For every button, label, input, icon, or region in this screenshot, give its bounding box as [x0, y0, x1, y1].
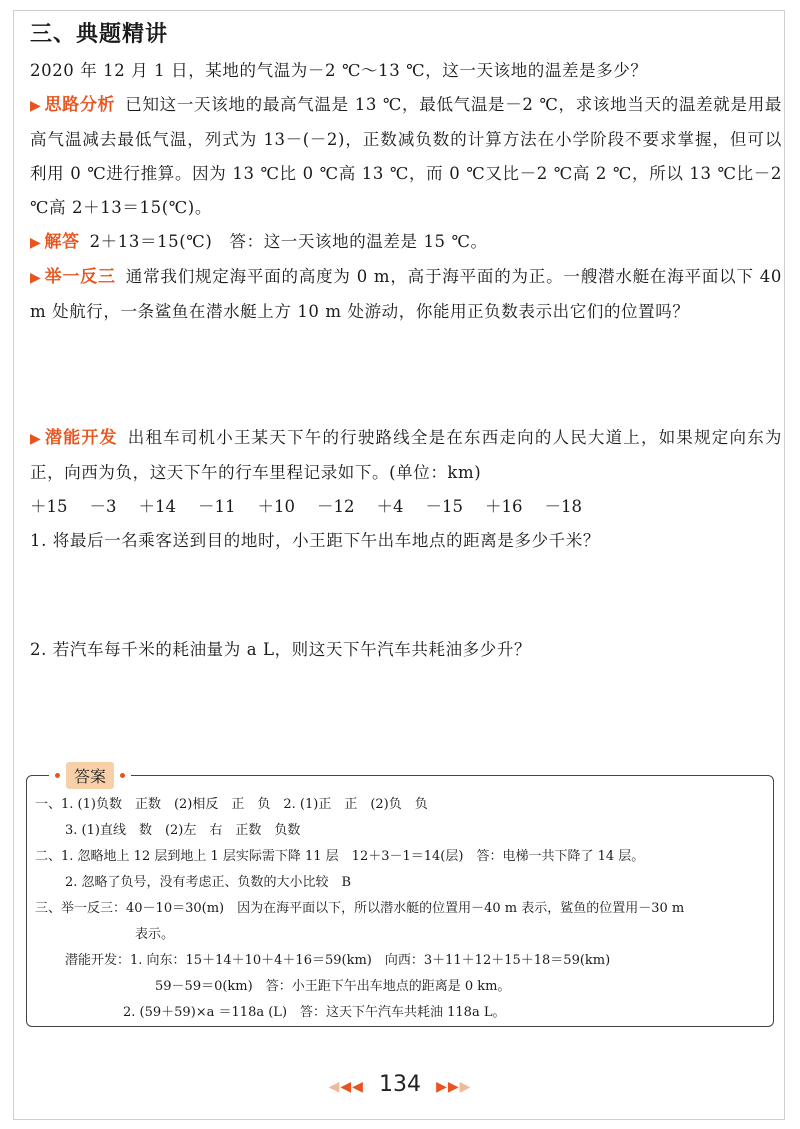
- section-title: 三、典题精讲: [30, 22, 169, 47]
- practice-tag: 举一反三: [44, 267, 116, 287]
- answer-line: 2. 忽略了负号，没有考虑正、负数的大小比较 B: [65, 875, 352, 890]
- question-1: 1. 将最后一名乘客送到目的地时，小王距下午出车地点的距离是多少千米？: [30, 531, 600, 550]
- potential-block: [30, 421, 782, 490]
- answer-line: 二、1. 忽略地上 12 层到地上 1 层实际需下降 11 层 12＋3－1＝14(层) 答：电梯一共下降了 14 层。: [35, 849, 645, 864]
- answer-line: 潜能开发：1. 向东：15＋14＋10＋4＋16＝59(km) 向西：3＋11＋12＋15＋18＝59(km): [65, 953, 611, 968]
- dot-icon: [55, 773, 60, 778]
- answer-line: 3. (1)直线 数 (2)左 右 正数 负数: [65, 823, 301, 838]
- mileage-sequence: [30, 490, 782, 524]
- answer-header: [49, 762, 131, 789]
- left-arrows-icon: ◀◀◀: [328, 1079, 364, 1095]
- mileage-value: －15: [425, 497, 463, 516]
- mileage-value: ＋15: [30, 497, 68, 516]
- answer-line: 表示。: [135, 927, 175, 942]
- answer-line: 59－59＝0(km) 答：小王距下午出车地点的距离是 0 km。: [155, 979, 511, 994]
- answer-space: [30, 329, 782, 421]
- triangle-marker-icon: ▶: [30, 98, 42, 114]
- solution-text: 2＋13＝15(℃) 答：这一天该地的温差是 15 ℃。: [89, 232, 488, 251]
- practice-text: 通常我们规定海平面的高度为 0 m，高于海平面的为正。一艘潜水艇在海平面以下 40 m 处航行，一条鲨鱼在潜水艇上方 10 m 处游动，你能用正负数表示出它们的位置吗？: [30, 267, 782, 321]
- mileage-value: ＋14: [138, 497, 176, 516]
- mileage-value: ＋10: [257, 497, 295, 516]
- answer-lines: [35, 792, 765, 1026]
- mileage-value: －11: [198, 497, 236, 516]
- page-number: 134: [379, 1072, 421, 1097]
- mileage-value: －3: [89, 497, 117, 516]
- mileage-value: －18: [544, 497, 582, 516]
- analysis-text: 已知这一天该地的最高气温是 13 ℃，最低气温是－2 ℃，求该地当天的温差就是用最高气温减去最低气温，列式为 13－(－2)，正数减负数的计算方法在小学阶段不要求掌握，但可以利用 0 ℃进行推算。因为 13 ℃比 0 ℃高 13 ℃，而 0 ℃又比－2 ℃高 2 ℃，所以 13 ℃比－2 ℃高 2＋13＝15(℃)。: [30, 95, 782, 217]
- page-footer: [0, 1072, 800, 1097]
- main-content: [30, 18, 782, 667]
- answer-line: 三、举一反三：40－10＝30(m) 因为在海平面以下，所以潜水艇的位置用－40 m 表示，鲨鱼的位置用－30 m: [35, 901, 685, 916]
- right-arrows-icon: ▶▶▶: [436, 1079, 472, 1095]
- answer-line: 一、1. (1)负数 正数 (2)相反 正 负 2. (1)正 正 (2)负 负: [35, 797, 428, 812]
- answer-label: 答案: [66, 762, 114, 789]
- potential-text: 出租车司机小王某天下午的行驶路线全是在东西走向的人民大道上，如果规定向东为正，向西为负，这天下午的行车里程记录如下。(单位：km): [30, 428, 782, 482]
- solution-block: [30, 225, 782, 260]
- answer-box: [26, 767, 774, 1027]
- dot-icon: [120, 773, 125, 778]
- answer-line: 2. (59＋59)×a ＝118a (L) 答：这天下午汽车共耗油 118a L。: [123, 1005, 506, 1020]
- analysis-block: [30, 88, 782, 225]
- solution-tag: 解答: [44, 232, 80, 252]
- mileage-value: ＋16: [485, 497, 523, 516]
- question-2: 2. 若汽车每千米的耗油量为 a L，则这天下午汽车共耗油多少升？: [30, 640, 532, 659]
- mileage-value: ＋4: [376, 497, 404, 516]
- problem-text: 2020 年 12 月 1 日，某地的气温为－2 ℃～13 ℃，这一天该地的温差是多少？: [30, 61, 648, 80]
- practice-block: [30, 260, 782, 329]
- triangle-marker-icon: ▶: [30, 235, 42, 251]
- answer-space: [30, 558, 782, 633]
- triangle-marker-icon: ▶: [30, 270, 42, 286]
- triangle-marker-icon: ▶: [30, 431, 42, 447]
- potential-tag: 潜能开发: [44, 428, 118, 448]
- analysis-tag: 思路分析: [44, 95, 116, 115]
- mileage-value: －12: [317, 497, 355, 516]
